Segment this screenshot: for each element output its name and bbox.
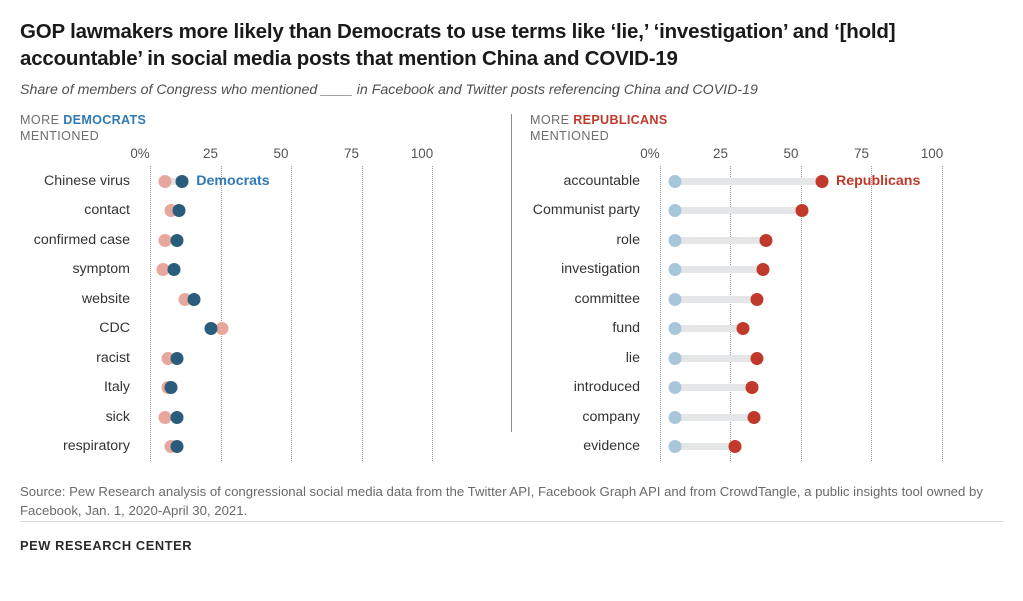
- row-category-label: sick: [105, 408, 130, 425]
- chart-row: [20, 255, 511, 285]
- chart-row: [530, 373, 1003, 403]
- chart-row: [530, 314, 1003, 344]
- x-axis-left: [20, 146, 511, 166]
- row-plot: [650, 225, 932, 255]
- row-plot: [650, 373, 932, 403]
- chart-row: [530, 432, 1003, 462]
- chart-subtitle: Share of members of Congress who mentioned ____ in Facebook and Twitter posts referencing China and COVID-19: [20, 82, 758, 99]
- democrat-dot: [669, 352, 682, 365]
- democrat-dot: [165, 381, 178, 394]
- row-plot: [140, 402, 422, 432]
- connector-track: [675, 296, 757, 303]
- x-tick-label: 25: [713, 146, 728, 162]
- x-tick-label: 25: [203, 146, 218, 162]
- connector-track: [675, 414, 754, 421]
- chart-row: [530, 255, 1003, 285]
- x-tick-label: 50: [783, 146, 799, 162]
- row-category-label: company: [582, 408, 640, 425]
- x-tick-label: 75: [344, 146, 359, 162]
- row-plot: [650, 432, 932, 462]
- row-category-label: symptom: [72, 261, 130, 278]
- chart-row: [20, 432, 511, 462]
- republican-dot: [745, 381, 758, 394]
- republican-dot: [756, 263, 769, 276]
- democrat-dot: [170, 440, 183, 453]
- democrat-dot: [669, 293, 682, 306]
- panel-right-label-strong: REPUBLICANS: [573, 113, 668, 128]
- connector-track: [675, 207, 802, 214]
- democrat-dot: [669, 411, 682, 424]
- row-plot: [140, 373, 422, 403]
- inline-legend: Democrats: [196, 172, 270, 189]
- democrat-dot: [669, 263, 682, 276]
- chart-row: [20, 314, 511, 344]
- row-plot: [140, 225, 422, 255]
- row-category-label: contact: [84, 202, 130, 219]
- republican-dot: [816, 175, 829, 188]
- rows-left: [20, 166, 511, 461]
- row-plot: [650, 255, 932, 285]
- row-category-label: Italy: [103, 379, 130, 396]
- connector-track: [675, 384, 751, 391]
- chart-row: [20, 373, 511, 403]
- republican-dot: [728, 440, 741, 453]
- row-category-label: accountable: [563, 172, 640, 189]
- chart-row: [20, 166, 511, 196]
- page-title: GOP lawmakers more likely than Democrats to use terms like ‘lie,’ ‘investigation’ and ‘[hold] accountable’ in social media posts that mention China and COVID-19: [20, 20, 896, 71]
- republican-dot: [796, 204, 809, 217]
- democrat-dot: [204, 322, 217, 335]
- republican-dot: [215, 322, 228, 335]
- row-plot: [140, 166, 422, 196]
- row-category-label: introduced: [573, 379, 640, 396]
- panel-right-label-prefix: MORE: [529, 113, 574, 128]
- x-tick-label: 75: [854, 146, 869, 162]
- connector-track: [675, 355, 757, 362]
- republican-dot: [737, 322, 750, 335]
- x-tick-label: 0%: [640, 146, 660, 162]
- panels: [20, 112, 1003, 461]
- x-tick-label: 0%: [130, 146, 150, 162]
- row-category-label: committee: [574, 290, 640, 307]
- connector-track: [675, 325, 743, 332]
- republican-dot: [751, 352, 764, 365]
- democrat-dot: [170, 352, 183, 365]
- chart-row: [20, 196, 511, 226]
- panel-left-side-label: [20, 112, 511, 146]
- democrat-dot: [669, 322, 682, 335]
- panel-more-democrats: [20, 112, 511, 461]
- panel-right-side-label: [530, 112, 1003, 146]
- connector-track: [675, 237, 765, 244]
- row-category-label: Chinese virus: [44, 172, 130, 189]
- row-category-label: racist: [96, 349, 130, 366]
- row-plot: [140, 343, 422, 373]
- chart-row: [530, 196, 1003, 226]
- row-category-label: Communist party: [532, 202, 640, 219]
- rows-right: [530, 166, 1003, 461]
- row-category-label: respiratory: [62, 438, 130, 455]
- row-category-label: investigation: [561, 261, 640, 278]
- row-plot: [650, 402, 932, 432]
- row-plot: [650, 196, 932, 226]
- democrat-dot: [170, 411, 183, 424]
- chart-row: [20, 284, 511, 314]
- panel-more-republicans: [512, 112, 1003, 461]
- chart-row: [530, 225, 1003, 255]
- source-note: Source: Pew Research analysis of congressional social media data from the Twitter API, Facebook Graph API and from CrowdTangle, a public insights tool owned by Facebook, Jan. 1, 2020-April 30, 2021.: [20, 484, 983, 518]
- row-plot: [140, 196, 422, 226]
- connector-track: [675, 266, 762, 273]
- inline-legend: Republicans: [836, 172, 921, 189]
- x-axis-ticks-left: [130, 146, 434, 166]
- panel-left-label-strong: DEMOCRATS: [63, 113, 147, 128]
- x-axis-ticks-right: [640, 146, 944, 166]
- row-plot: [650, 166, 932, 196]
- chart-row: [530, 343, 1003, 373]
- chart-row: [20, 343, 511, 373]
- chart-row: [530, 166, 1003, 196]
- x-tick-label: 100: [410, 146, 434, 162]
- democrat-dot: [167, 263, 180, 276]
- democrat-dot: [669, 234, 682, 247]
- x-axis-right: [530, 146, 1003, 166]
- row-plot: [650, 314, 932, 344]
- democrat-dot: [176, 175, 189, 188]
- democrat-dot: [187, 293, 200, 306]
- row-category-label: lie: [625, 349, 640, 366]
- row-category-label: website: [81, 290, 130, 307]
- row-category-label: CDC: [99, 320, 130, 337]
- chart-row: [530, 402, 1003, 432]
- republican-dot: [748, 411, 761, 424]
- connector-track: [675, 178, 822, 185]
- chart-row: [530, 284, 1003, 314]
- row-category-label: fund: [612, 320, 640, 337]
- row-category-label: evidence: [583, 438, 640, 455]
- row-plot: [140, 255, 422, 285]
- democrat-dot: [669, 204, 682, 217]
- republican-dot: [759, 234, 772, 247]
- x-tick-label: 100: [920, 146, 944, 162]
- democrat-dot: [669, 381, 682, 394]
- row-plot: [650, 284, 932, 314]
- republican-dot: [751, 293, 764, 306]
- chart-row: [20, 225, 511, 255]
- chart-row: [20, 402, 511, 432]
- democrat-dot: [173, 204, 186, 217]
- panel-right-label-line2: MENTIONED: [529, 129, 610, 144]
- footer-brand: PEW RESEARCH CENTER: [20, 537, 193, 553]
- row-plot: [140, 432, 422, 462]
- row-plot: [140, 314, 422, 344]
- row-category-label: role: [616, 231, 640, 248]
- x-tick-label: 50: [273, 146, 289, 162]
- row-category-label: confirmed case: [33, 231, 130, 248]
- connector-track: [675, 443, 734, 450]
- row-plot: [650, 343, 932, 373]
- democrat-dot: [669, 440, 682, 453]
- democrat-dot: [669, 175, 682, 188]
- row-plot: [140, 284, 422, 314]
- footer-divider: [20, 521, 1003, 522]
- panel-left-label-line2: MENTIONED: [20, 129, 100, 144]
- panel-left-label-prefix: MORE: [20, 113, 64, 128]
- republican-dot: [159, 175, 172, 188]
- democrat-dot: [170, 234, 183, 247]
